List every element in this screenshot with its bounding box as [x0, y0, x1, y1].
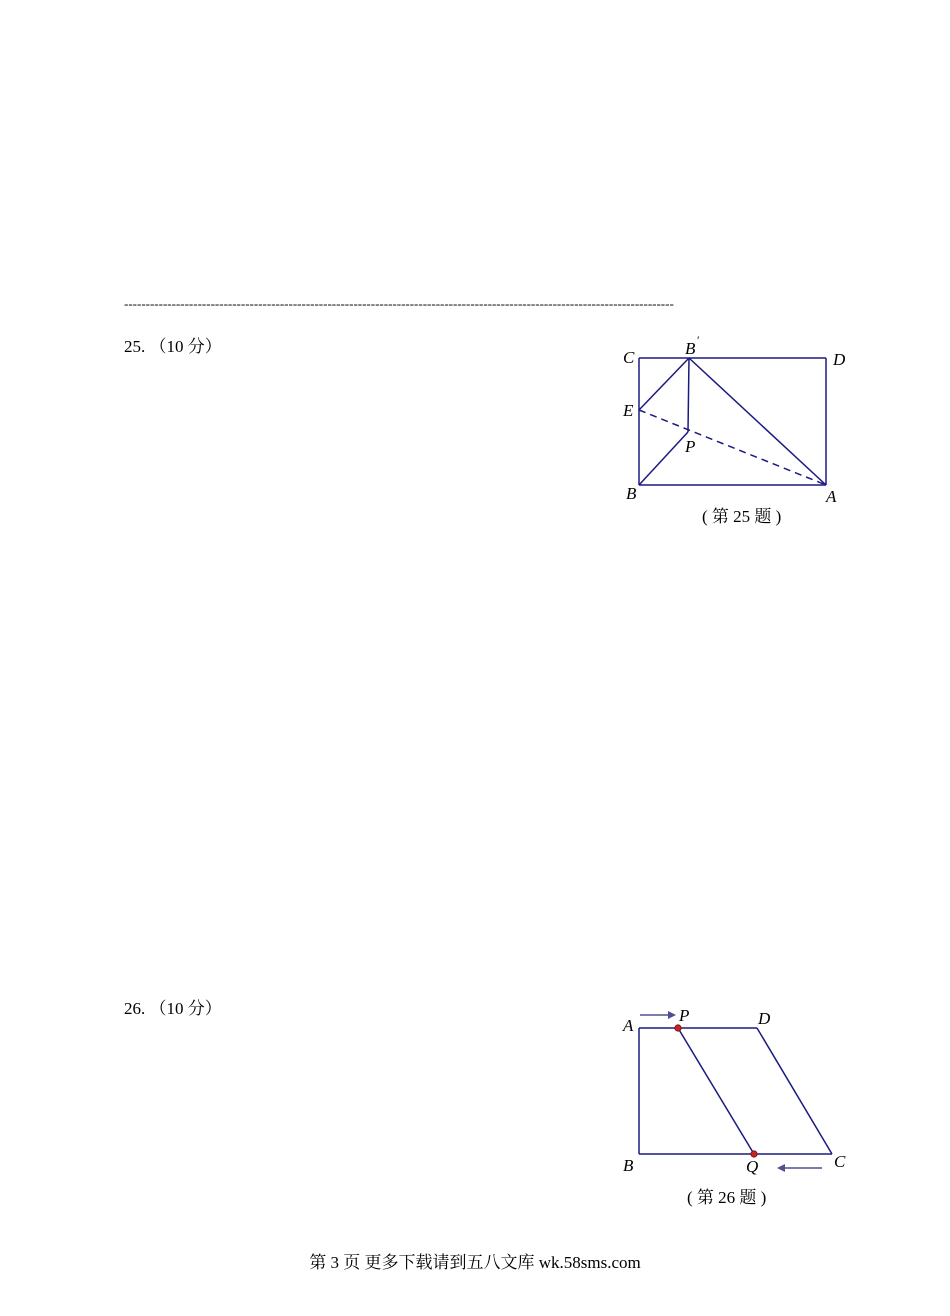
segment-PQ: [678, 1028, 754, 1154]
label-Q: Q: [746, 1157, 759, 1176]
question-score: （10 分）: [149, 999, 222, 1018]
segment-B-prime-P: [688, 358, 689, 432]
segment-EA-dashed: [639, 410, 826, 485]
figure-26-svg: [600, 1000, 860, 1215]
cut-line: -------------------------------------------------------------------------------------------------------------------------------: [124, 296, 674, 311]
label-C: C: [623, 348, 635, 367]
label-prime-mark: ′: [697, 333, 700, 347]
arrow-right-icon: [640, 1011, 676, 1019]
question-score: （10 分）: [149, 337, 222, 356]
question-26-header: [124, 994, 222, 1019]
label-B-prime: B: [685, 339, 696, 358]
question-25-header: [124, 332, 222, 357]
label-A: A: [826, 487, 837, 506]
label-D: D: [833, 350, 846, 369]
figure-25-svg: [600, 330, 860, 530]
figure-26-caption: ( 第 26 题 ): [687, 1188, 767, 1207]
label-C: C: [834, 1152, 846, 1171]
segment-DC: [757, 1028, 832, 1154]
arrow-left-icon: [777, 1164, 822, 1172]
label-P: P: [679, 1006, 690, 1025]
figure-25: [600, 330, 860, 530]
page-footer: 第 3 页 更多下载请到五八文库 wk.58sms.com: [309, 1253, 641, 1272]
question-number: 26.: [124, 999, 146, 1018]
label-D: D: [758, 1009, 771, 1028]
label-B: B: [623, 1156, 634, 1175]
label-P: P: [685, 437, 696, 456]
label-E: E: [623, 401, 634, 420]
segment-B-prime-A: [689, 358, 826, 485]
label-A: A: [623, 1016, 634, 1035]
segment-PB: [639, 432, 688, 485]
question-number: 25.: [124, 337, 146, 356]
segment-EB-prime: [639, 358, 689, 410]
figure-26: [600, 1000, 860, 1215]
figure-25-caption: ( 第 25 题 ): [702, 507, 782, 526]
label-B: B: [626, 484, 637, 503]
point-P: [675, 1025, 681, 1031]
